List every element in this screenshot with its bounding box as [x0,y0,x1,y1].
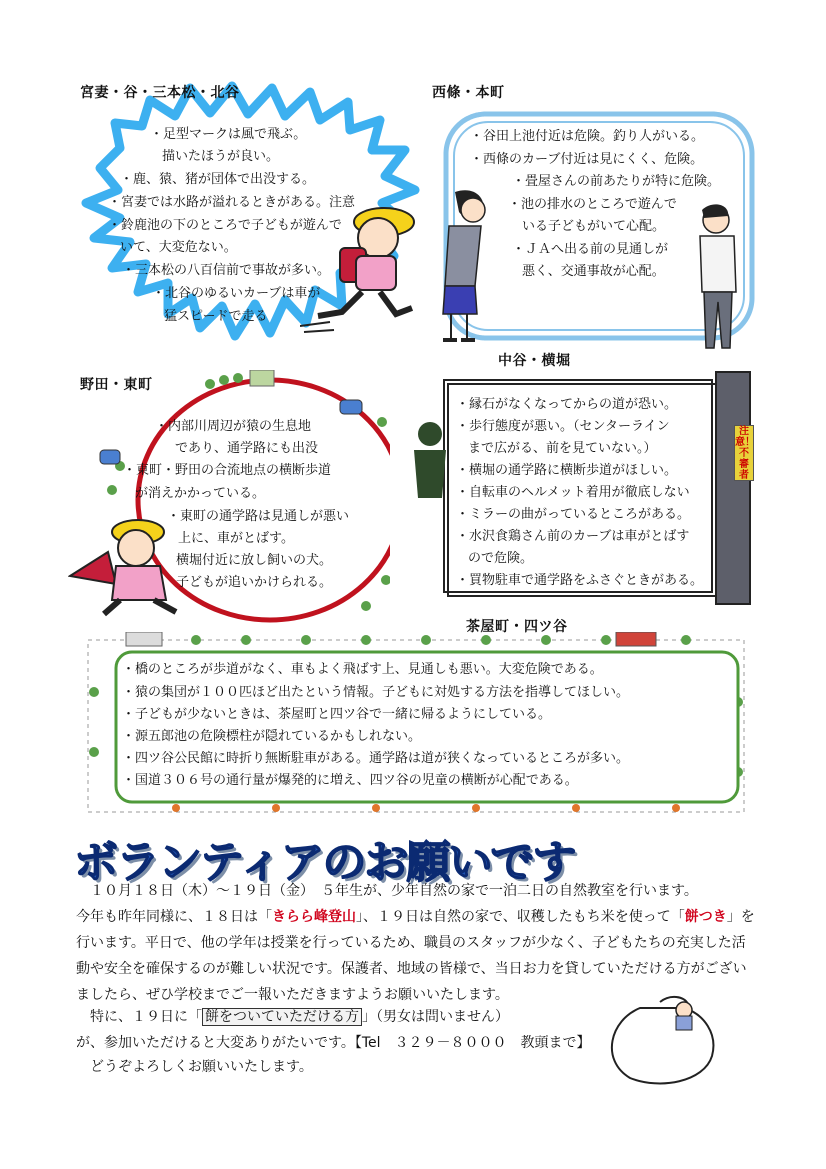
saijo-line: いる子どもがいて心配。 [522,219,666,234]
noda-line: 上に、車がとばす。 [178,531,294,546]
volunteer-title: ボランティアのお願いです [74,837,575,888]
volunteer-paragraph-line: が、参加いただけると大変ありがたいです。【Tel ３２９－８０００ 教頭まで】 [76,1035,591,1051]
section-heading-saijo: 西條・本町 [432,85,505,101]
noda-line: ・東町・野田の合流地点の横断歩道 [123,463,332,478]
noda-line: ・内部川周辺が猿の生息地 [155,419,312,434]
volunteer-paragraph-line [76,908,755,926]
noda-line: が消えかかっている。 [135,486,266,501]
running-child-illustration [300,200,430,335]
volunteer-paragraph-line: 動や安全を確保するのが難しい状況です。保護者、地域の皆様で、当日お力を貸していただける方がござい [76,961,747,977]
miyatsuma-line: いて、大変危ない。 [120,240,237,255]
nakaya-line: ・ミラーの曲がっているところがある。 [456,507,691,522]
section-heading-miyatsuma: 宮妻・谷・三本松・北谷 [80,85,240,101]
text-span: 特に、１９日に「 [76,1009,202,1025]
miyatsuma-line: ・北谷のゆるいカーブは車が [152,286,321,301]
section-heading-chaya: 茶屋町・四ツ谷 [466,619,568,635]
section-heading-nakaya: 中谷・横堀 [498,353,571,369]
miyatsuma-line: 猛スピードで走る [164,309,268,324]
nakaya-line: ・歩行態度が悪い。（センターライン [456,419,670,434]
saijo-line: ・池の排水のところで遊んで [508,197,677,212]
chaya-line: ・子どもが少ないときは、茶屋町と四ツ谷で一緒に帰るようにしている。 [122,707,552,722]
nakaya-line: ・横堀の通学路に横断歩道がほしい。 [456,463,678,478]
noda-line: 横堀付近に放し飼いの犬。 [176,553,333,568]
saijo-line: ・畳屋さんの前あたりが特に危険。 [512,174,721,189]
volunteer-paragraph-line: ましたら、ぜひ学校までご一報いただきますようお願いいたします。 [76,987,509,1003]
miyatsuma-line: 描いたほうが良い。 [162,149,280,164]
chaya-line: ・国道３０６号の通行量が爆発的に増え、四ツ谷の児童の横断が心配である。 [122,773,578,788]
saijo-line: ・ＪＡへ出る前の見通しが [512,242,669,257]
volunteer-paragraph-line: 行います。平日で、他の学年は授業を行っているため、職員のスタッフが少なく、子どもたちの充実した活 [76,935,746,951]
miyatsuma-line: ・宮妻では水路が溢れるときがある。注意 [108,195,356,210]
boxed-request: 餅をついていただける方 [202,1008,362,1026]
saijo-line: ・西條のカーブ付近は見にくく、危険。 [470,152,704,167]
shadow-figure-illustration [408,420,452,500]
volunteer-paragraph-line [76,1008,509,1026]
pole-illustration [714,370,754,606]
noda-line: であり、通学路にも出没 [175,441,319,456]
mochi-sack-illustration [600,990,720,1086]
man-illustration [692,202,752,357]
noda-line: ・東町の通学路は見通しが悪い [167,509,350,524]
chaya-line: ・源五郎池の危険標柱が隠れているかもしれない。 [122,729,422,744]
nakaya-line: まで広がる、前を見ていない。） [468,441,657,456]
miyatsuma-line: ・足型マークは風で飛ぶ。 [150,127,307,142]
text-span: 」、１９日は自然の家で、収穫したもち米を使って「 [356,909,685,925]
miyatsuma-line: ・鈴鹿池の下のところで子どもが遊んで [108,218,342,233]
text-span: 今年も昨年同様に、１８日は「 [76,909,272,925]
nakaya-line: ・水沢食鶏さん前のカーブは車がとばす [456,529,690,544]
noda-line: 子どもが追いかけられる。 [176,575,333,590]
text-span: 」を [726,909,755,925]
nakaya-line: ・縁石がなくなってからの道が恐い。 [456,397,678,412]
nakaya-line: ・買物駐車で通学路をふさぐときがある。 [456,573,704,588]
girl-illustration [68,514,193,619]
volunteer-paragraph-line: どうぞよろしくお願いいたします。 [76,1059,313,1075]
saijo-line: ・谷田上池付近は危険。釣り人がいる。 [470,129,705,144]
chaya-line: ・猿の集団が１００匹ほど出たという情報。子どもに対処する方法を指導してほしい。 [122,685,630,700]
woman-illustration [425,186,510,351]
nakaya-line: ので危険。 [468,551,534,566]
section-heading-noda: 野田・東町 [80,377,153,393]
miyatsuma-line: ・鹿、猿、猪が団体で出没する。 [120,172,316,187]
chaya-line: ・四ツ谷公民館に時折り無断駐車がある。通学路は道が狭くなっているところが多い。 [122,751,630,766]
highlight-kirara: きらら峰登山 [272,909,356,925]
saijo-line: 悪く、交通事故が心配。 [522,264,665,279]
chaya-line: ・橋のところが歩道がなく、車もよく飛ばす上、見通しも悪い。大変危険である。 [122,662,603,677]
volunteer-paragraph-line: １０月１８日（木）～１９日（金） ５年生が、少年自然の家で一泊二日の自然教室を行います。 [76,883,698,899]
highlight-mochitsuki: 餅つき [684,909,727,925]
miyatsuma-line: ・三本松の八百信前で事故が多い。 [122,263,331,278]
nakaya-line: ・自転車のヘルメット着用が徹底しない [456,485,690,500]
suspicious-person-sign: 注意！不審者 [735,426,755,481]
text-span: 」（男女は問いません） [362,1009,509,1025]
